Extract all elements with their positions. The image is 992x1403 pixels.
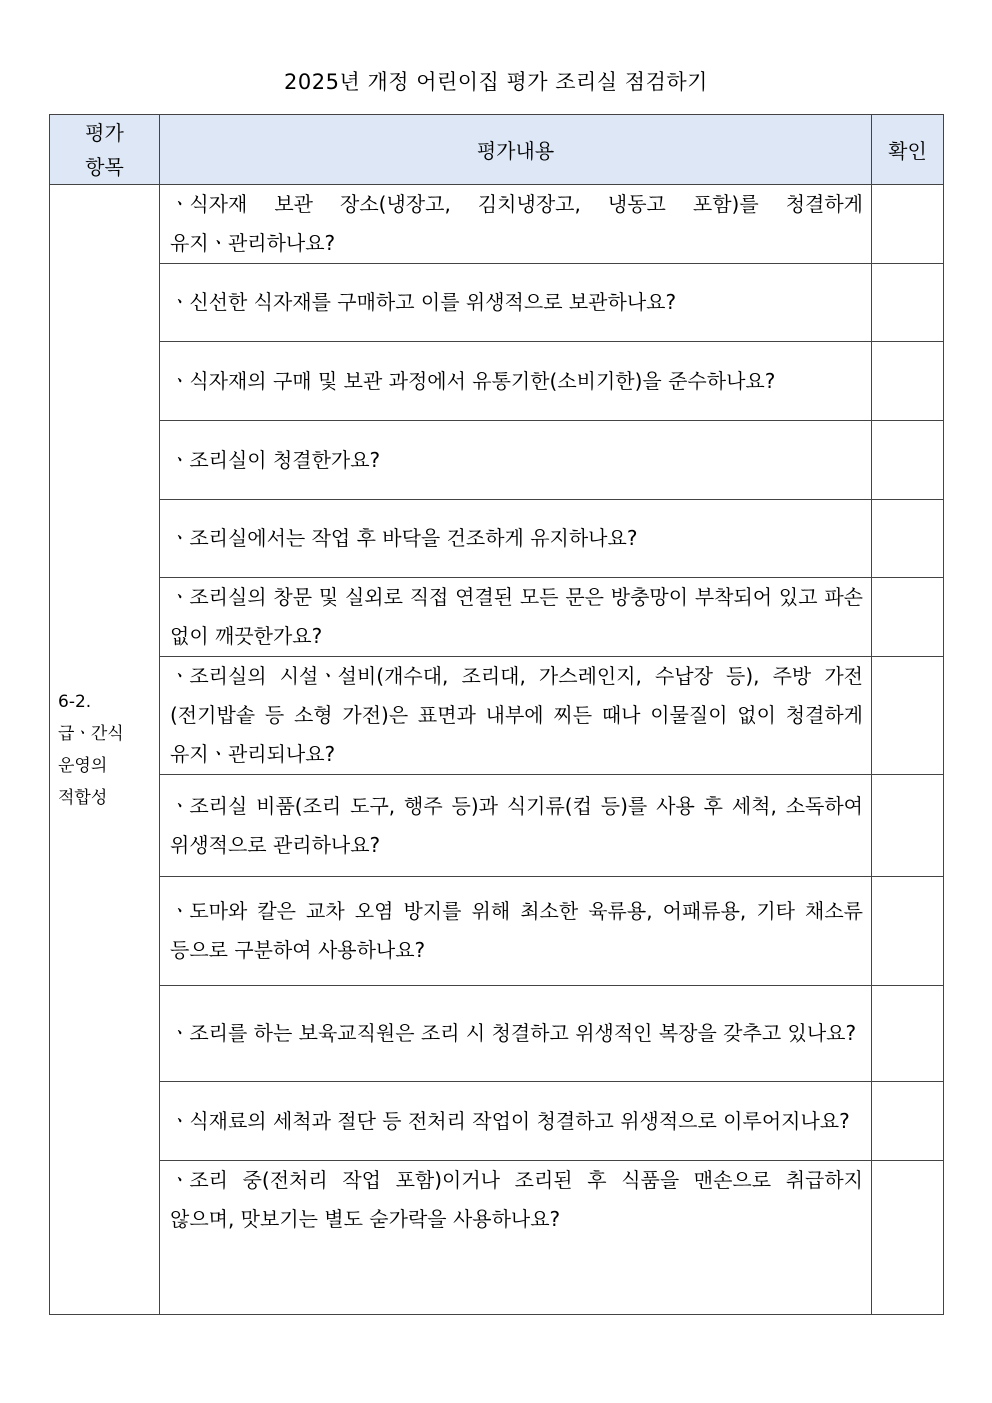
table-row [50, 578, 944, 657]
table-row [50, 264, 944, 342]
check-cell-12[interactable] [872, 1161, 944, 1315]
item-1: ㆍ식자재 보관 장소(냉장고, 김치냉장고, 냉동고 포함)를 청결하게 유지ㆍ관리하나요? [160, 185, 872, 264]
header-content: 평가내용 [160, 115, 872, 185]
check-cell-5[interactable] [872, 500, 944, 578]
header-check: 확인 [872, 115, 944, 185]
category-cell [50, 185, 160, 1315]
item-4: ㆍ조리실이 청결한가요? [160, 421, 872, 500]
item-7: ㆍ조리실의 시설ㆍ설비(개수대, 조리대, 가스레인지, 수납장 등), 주방 가전(전기밥솥 등 소형 가전)은 표면과 내부에 찌든 때나 이물질이 없이 청결하게 유지ㆍ관리되나요? [160, 657, 872, 775]
item-9: ㆍ도마와 칼은 교차 오염 방지를 위해 최소한 육류용, 어패류용, 기타 채소류 등으로 구분하여 사용하나요? [160, 877, 872, 986]
check-cell-1[interactable] [872, 185, 944, 264]
check-cell-3[interactable] [872, 342, 944, 421]
checklist-table [49, 114, 944, 1315]
category-code: 6-2. [58, 691, 92, 712]
table-row [50, 500, 944, 578]
item-11: ㆍ식재료의 세척과 절단 등 전처리 작업이 청결하고 위생적으로 이루어지나요? [160, 1082, 872, 1161]
table-row [50, 775, 944, 877]
table-row [50, 1161, 944, 1315]
check-cell-11[interactable] [872, 1082, 944, 1161]
check-cell-8[interactable] [872, 775, 944, 877]
header-category-line2: 항목 [85, 154, 124, 179]
table-row [50, 185, 944, 264]
item-8: ㆍ조리실 비품(조리 도구, 행주 등)과 식기류(컵 등)를 사용 후 세척, 소독하여 위생적으로 관리하나요? [160, 775, 872, 877]
table-row [50, 657, 944, 775]
item-10: ㆍ조리를 하는 보육교직원은 조리 시 청결하고 위생적인 복장을 갖추고 있나요? [160, 986, 872, 1082]
item-3: ㆍ식자재의 구매 및 보관 과정에서 유통기한(소비기한)을 준수하나요? [160, 342, 872, 421]
table-header-row [50, 115, 944, 185]
table-row [50, 877, 944, 986]
header-category [50, 115, 160, 185]
check-cell-7[interactable] [872, 657, 944, 775]
table-row [50, 1082, 944, 1161]
table-row [50, 986, 944, 1082]
page-title: 2025년 개정 어린이집 평가 조리실 점검하기 [284, 70, 708, 94]
category-line3: 운영의 [58, 755, 108, 776]
item-6: ㆍ조리실의 창문 및 실외로 직접 연결된 모든 문은 방충망이 부착되어 있고 파손 없이 깨끗한가요? [160, 578, 872, 657]
item-5: ㆍ조리실에서는 작업 후 바닥을 건조하게 유지하나요? [160, 500, 872, 578]
check-cell-10[interactable] [872, 986, 944, 1082]
check-cell-9[interactable] [872, 877, 944, 986]
check-cell-6[interactable] [872, 578, 944, 657]
category-line4: 적합성 [58, 787, 108, 808]
item-12: ㆍ조리 중(전처리 작업 포함)이거나 조리된 후 식품을 맨손으로 취급하지 않으며, 맛보기는 별도 숟가락을 사용하나요? [160, 1161, 872, 1315]
category-line2: 급ㆍ간식 [58, 723, 124, 744]
header-category-line1: 평가 [85, 120, 124, 145]
item-2: ㆍ신선한 식자재를 구매하고 이를 위생적으로 보관하나요? [160, 264, 872, 342]
table-row [50, 421, 944, 500]
check-cell-2[interactable] [872, 264, 944, 342]
check-cell-4[interactable] [872, 421, 944, 500]
table-row [50, 342, 944, 421]
